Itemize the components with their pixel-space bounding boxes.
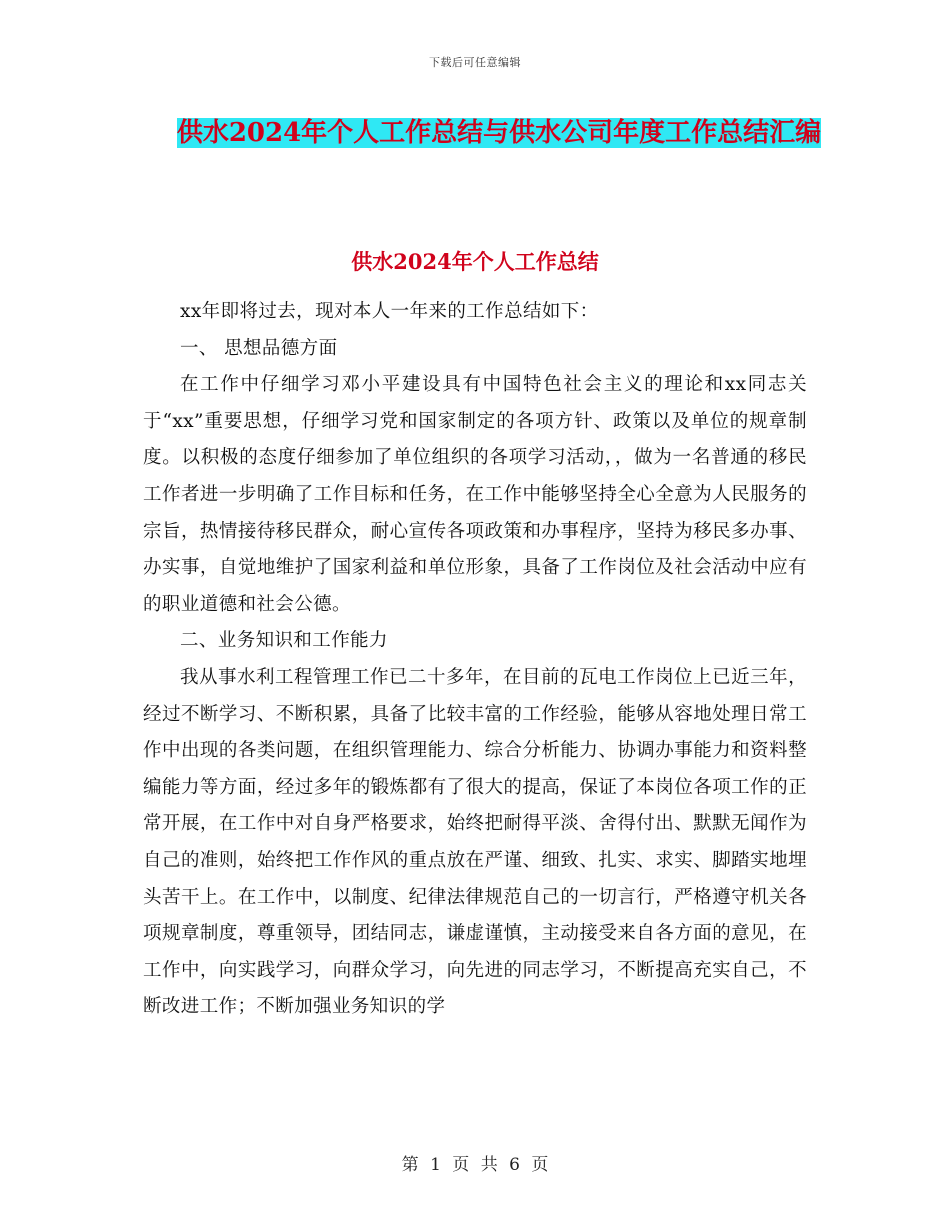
paragraph-skills: 我从事水利工程管理工作已二十多年，在目前的瓦电工作岗位上已近三年，经过不断学习、不断积累，具备了比较丰富的工作经验，能够从容地处理日常工作中出现的各类问题，在组织管理能力、综合分析能力、协调办事能力和资料整编能力等方面，经过多年的锻炼都有了很大的提高，保证了本岗位各项工作的正常开展，在工作中对自身严格要求，始终把耐得平淡、舍得付出、默默无闻作为自己的准则，始终把工作作风的重点放在严谨、细致、扎实、求实、脚踏实地埋头苦干上。在工作中，以制度、纪律法律规范自己的一切言行，严格遵守机关各项规章制度，尊重领导，团结同志，谦虚谨慎，主动接受来自各方面的意见，在工作中，向实践学习，向群众学习，向先进的同志学习，不断提高充实自己，不断改进工作；不断加强业务知识的学: [143, 666, 807, 1018]
paragraph-intro: xx年即将过去，现对本人一年来的工作总结如下：: [180, 301, 599, 322]
main-title-text: 供水2024年个人工作总结与供水公司年度工作总结汇编: [176, 118, 822, 148]
page-number: 第 1 页 共 6 页: [401, 1155, 549, 1175]
main-title: [140, 110, 858, 157]
document-body: [143, 294, 807, 1026]
section-title: 供水2024年个人工作总结: [351, 249, 599, 274]
heading-ideology: 一、 思想品德方面: [180, 337, 338, 359]
header-note: 下载后可任意编辑: [429, 56, 521, 69]
heading-skills: 二、业务知识和工作能力: [180, 630, 388, 652]
paragraph-ideology: 在工作中仔细学习邓小平建设具有中国特色社会主义的理论和xx同志关于“xx”重要思想，仔细学习党和国家制定的各项方针、政策以及单位的规章制度。以积极的态度仔细参加了单位组织的各项学习活动，，做为一名普通的移民工作者进一步明确了工作目标和任务，在工作中能够坚持全心全意为人民服务的宗旨，热情接待移民群众，耐心宣传各项政策和办事程序，坚持为移民多办事、办实事，自觉地维护了国家利益和单位形象，具备了工作岗位及社会活动中应有的职业道德和社会公德。: [143, 374, 807, 615]
